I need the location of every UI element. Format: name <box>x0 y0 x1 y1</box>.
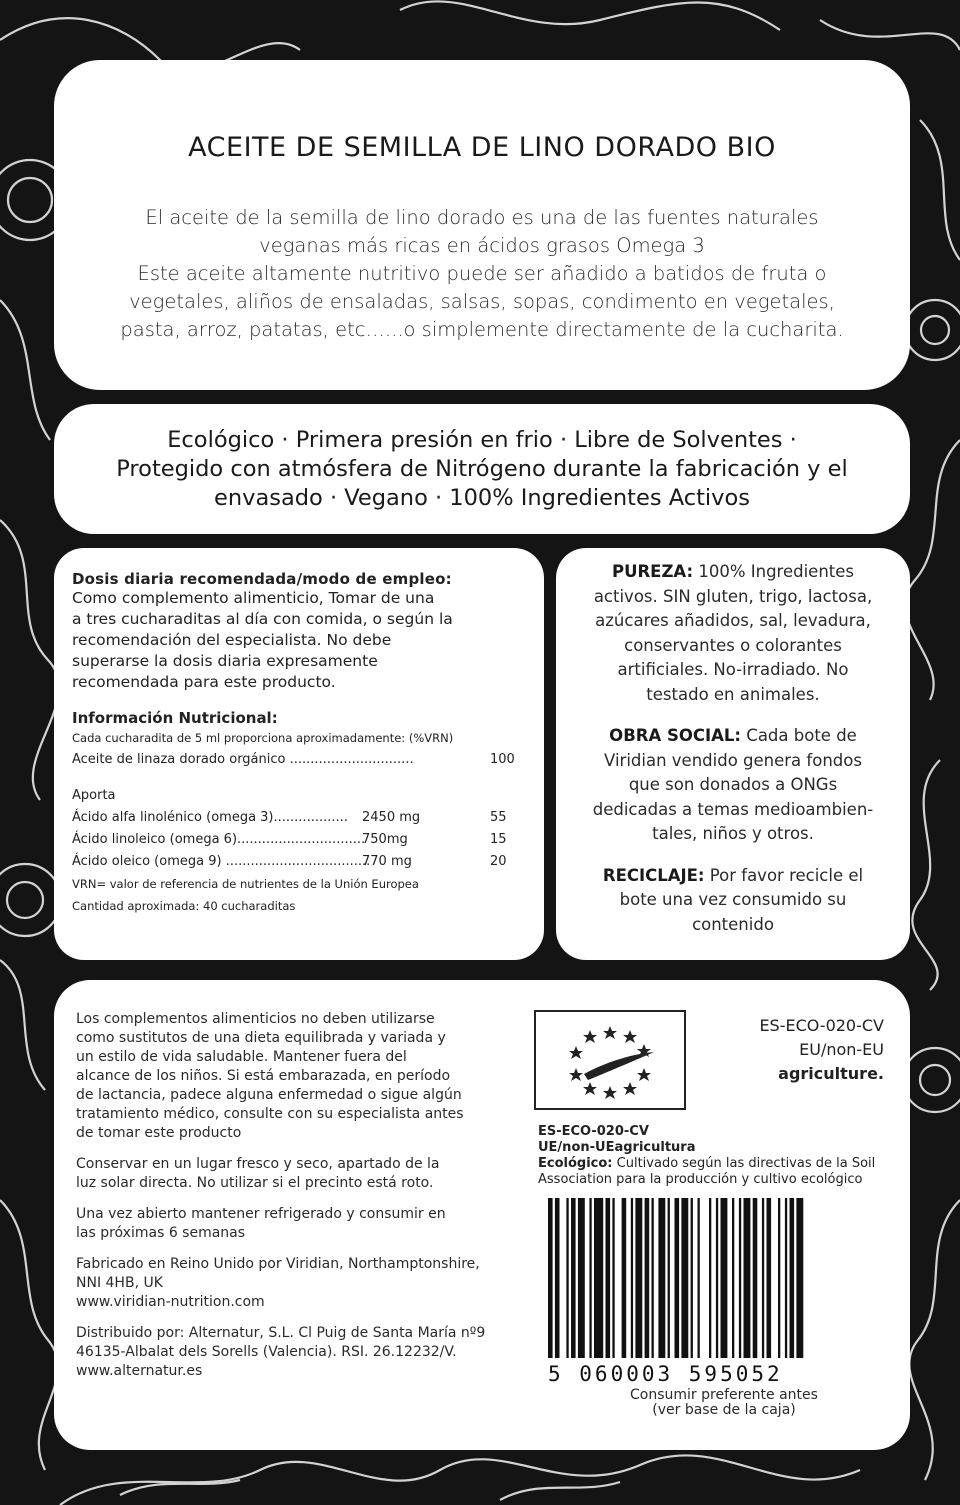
eu-organic-leaf-icon <box>534 1010 686 1110</box>
nutrition-row: Ácido alfa linolénico (omega 3).................. 2450 mg 55 <box>72 810 507 825</box>
nutrition-row: Aceite de linaza dorado orgánico .............................. 100 <box>72 752 515 767</box>
purity-panel <box>556 548 910 960</box>
barcode-icon <box>544 1198 884 1358</box>
dosage-heading: Dosis diaria recomendada/modo de empleo: <box>72 570 452 588</box>
per-serving-note: Cada cucharadita de 5 ml proporciona aproximadamente: (%VRN) <box>72 731 454 745</box>
pureza-block: PUREZA: 100% Ingredientes activos. SIN gluten, trigo, lactosa, azúcares añadidos, sal, levadura, conservantes o colorantes artificiales. No-irradiado. No testado en animales. <box>593 562 873 704</box>
legal-panel <box>54 980 910 1450</box>
nutrition-row: Ácido linoleico (omega 6)............................... 750mg 15 <box>72 832 507 847</box>
eco-certification-es: ES-ECO-020-CV UE/non-UEagricultura Ecológico: Cultivado según las directivas de la Soil Association para la producción y cultivo ecológico <box>538 1124 876 1187</box>
barcode-number: 5 060003 595052 <box>548 1362 783 1386</box>
features-panel <box>54 404 910 534</box>
reciclaje-block: RECICLAJE: Por favor recicle el bote una vez consumido su contenido <box>602 865 864 934</box>
nutrition-row: Ácido oleico (omega 9) ................................... 770 mg 20 <box>72 854 507 869</box>
intro-panel <box>54 60 910 390</box>
obra-social-block: OBRA SOCIAL: Cada bote de Viridian vendido genera fondos que son donados a ONGs dedicadas a temas medioambien- tales, niños y otros. <box>592 726 874 843</box>
intro-description: El aceite de la semilla de lino dorado es una de las fuentes naturales veganas más ricas en ácidos grasos Omega 3 Este aceite altamente nutritivo puede ser añadido a batidos de fruta o vegetales, aliños de ensaladas, salsas, sopas, condimento en vegetales, pasta, arroz, patatas, etc…...o simplemente directamente de la cucharita. <box>120 206 844 341</box>
warnings-text: Los complementos alimenticios no deben utilizarse como sustitutos de una dieta equilibrada y variada y un estilo de vida saludable. Mantener fuera del alcance de los niños. Si está embarazada, en período de lactancia, padece alguna enfermedad o sigue algún tratamiento médico, consulte con su especialista antes de tomar este producto Conservar en un lugar fresco y seco, apartado de la luz solar directa. No utilizar si el precinto está roto. Una vez abierto mantener refrigerado y consumir en las próximas 6 semanas Fabricado en Reino Unido por Viridian, Northamptonshire, NNI 4HB, UK www.viridian-nutrition.com Distribuido por: Alternatur, S.L. Cl Puig de Santa María nº9 46135-Albalat dels Sorells (Valencia). RSI. 26.12232/V. www.alternatur.es <box>76 1011 486 1379</box>
nutrition-title: Información Nutricional: <box>72 709 278 727</box>
quantity-note: Cantidad aproximada: 40 cucharaditas <box>72 899 296 913</box>
aporta-label: Aporta <box>72 788 116 803</box>
eco-certification: ES-ECO-020-CV EU/non-EU agriculture. <box>759 1016 884 1083</box>
product-title: ACEITE DE SEMILLA DE LINO DORADO BIO <box>188 132 776 163</box>
features-list: Ecológico · Primera presión en frio · Libre de Solventes · Protegido con atmósfera de Nitrógeno durante la fabricación y el envasado · Vegano · 100% Ingredientes Activos <box>116 427 848 511</box>
dosage-panel <box>54 548 544 960</box>
vrn-note: VRN= valor de referencia de nutrientes de la Unión Europea <box>72 877 419 891</box>
dosage-text: Como complemento alimenticio, Tomar de una a tres cucharaditas al día con comida, o según la recomendación del especialista. No debe superarse la dosis diaria expresamente recomendada para este producto. <box>72 589 453 691</box>
best-before-note: Consumir preferente antes (ver base de la caja) <box>630 1387 818 1418</box>
